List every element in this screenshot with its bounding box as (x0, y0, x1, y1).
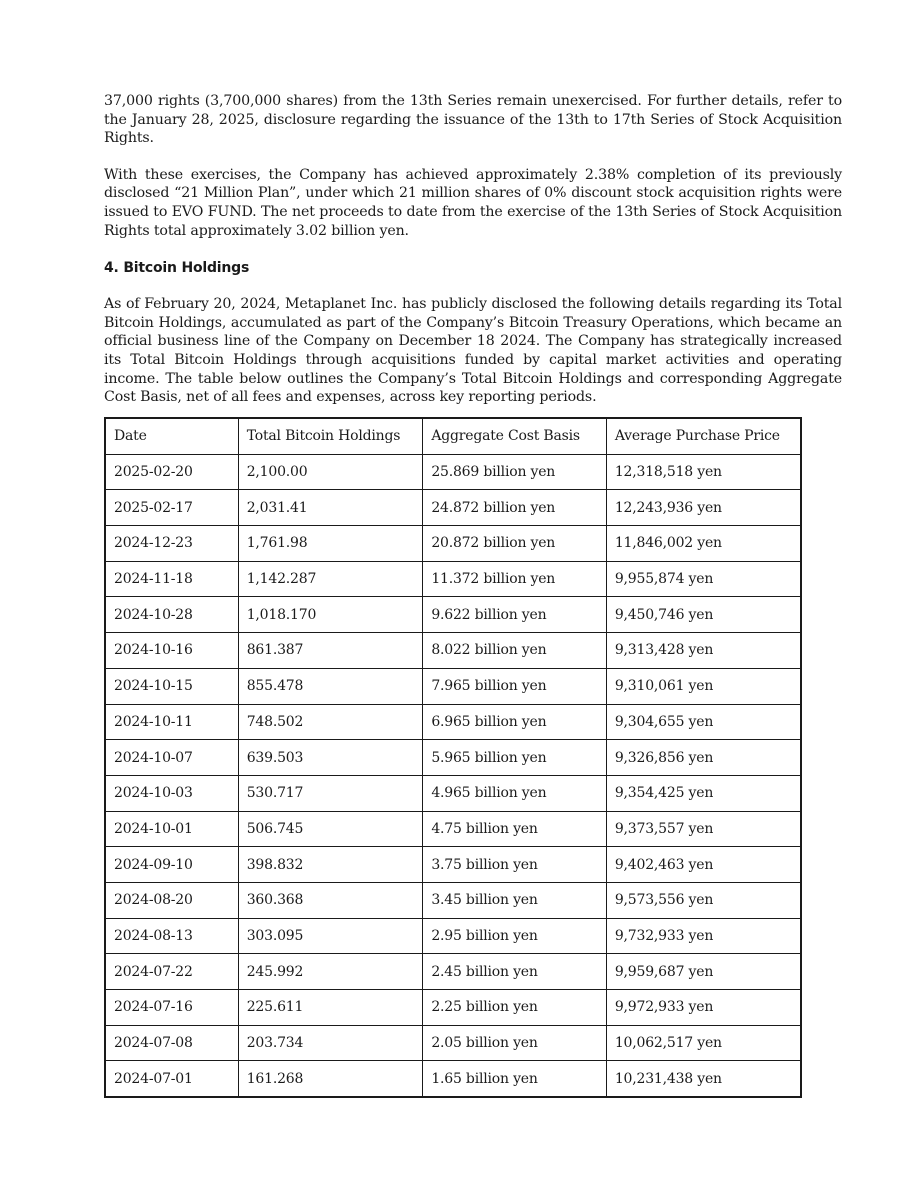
cell-average-purchase-price: 9,573,556 yen (606, 882, 801, 918)
cell-total-bitcoin-holdings: 161.268 (238, 1061, 423, 1097)
cell-aggregate-cost-basis: 20.872 billion yen (423, 526, 607, 562)
table-row (105, 526, 801, 562)
cell-average-purchase-price: 9,972,933 yen (606, 990, 801, 1026)
table-row (105, 918, 801, 954)
cell-average-purchase-price: 9,955,874 yen (606, 561, 801, 597)
table-row (105, 882, 801, 918)
table-row (105, 1061, 801, 1097)
cell-aggregate-cost-basis: 3.45 billion yen (423, 882, 607, 918)
cell-date: 2024-10-07 (105, 740, 238, 776)
cell-date: 2024-08-20 (105, 882, 238, 918)
section-heading: 4. Bitcoin Holdings (104, 260, 250, 277)
cell-date: 2024-09-10 (105, 847, 238, 883)
document-page (104, 92, 842, 407)
cell-aggregate-cost-basis: 6.965 billion yen (423, 704, 607, 740)
table-row (105, 704, 801, 740)
cell-date: 2024-10-28 (105, 597, 238, 633)
cell-date: 2024-10-15 (105, 668, 238, 704)
cell-aggregate-cost-basis: 2.05 billion yen (423, 1025, 607, 1061)
cell-average-purchase-price: 9,310,061 yen (606, 668, 801, 704)
cell-aggregate-cost-basis: 7.965 billion yen (423, 668, 607, 704)
cell-aggregate-cost-basis: 24.872 billion yen (423, 490, 607, 526)
cell-average-purchase-price: 9,373,557 yen (606, 811, 801, 847)
cell-aggregate-cost-basis: 5.965 billion yen (423, 740, 607, 776)
table-header-row (105, 418, 801, 454)
table-row (105, 811, 801, 847)
cell-date: 2024-12-23 (105, 526, 238, 562)
table-row (105, 990, 801, 1026)
table-row (105, 633, 801, 669)
cell-total-bitcoin-holdings: 748.502 (238, 704, 423, 740)
cell-total-bitcoin-holdings: 530.717 (238, 775, 423, 811)
cell-date: 2024-08-13 (105, 918, 238, 954)
cell-aggregate-cost-basis: 2.45 billion yen (423, 954, 607, 990)
cell-average-purchase-price: 9,354,425 yen (606, 775, 801, 811)
cell-date: 2024-07-16 (105, 990, 238, 1026)
header-date: Date (105, 418, 238, 454)
cell-average-purchase-price: 9,313,428 yen (606, 633, 801, 669)
cell-total-bitcoin-holdings: 639.503 (238, 740, 423, 776)
paragraph-unexercised-rights: 37,000 rights (3,700,000 shares) from the 13th Series remain unexercised. For further details, refer to the January 28, 2025, disclosure regarding the issuance of the 13th to 17th Series of Stock Acquisition Rights. (104, 93, 842, 147)
cell-average-purchase-price: 9,732,933 yen (606, 918, 801, 954)
table-row (105, 847, 801, 883)
table-row (105, 1025, 801, 1061)
header-total-bitcoin-holdings: Total Bitcoin Holdings (238, 418, 423, 454)
cell-aggregate-cost-basis: 9.622 billion yen (423, 597, 607, 633)
cell-total-bitcoin-holdings: 1,142.287 (238, 561, 423, 597)
cell-total-bitcoin-holdings: 855.478 (238, 668, 423, 704)
paragraph-21-million-plan: With these exercises, the Company has achieved approximately 2.38% completion of its previously disclosed “21 Million Plan”, under which 21 million shares of 0% discount stock acquisition rights were issued to EVO FUND. The net proceeds to date from the exercise of the 13th Series of Stock Acquisition Rights total approximately 3.02 billion yen. (104, 166, 842, 239)
cell-total-bitcoin-holdings: 861.387 (238, 633, 423, 669)
cell-total-bitcoin-holdings: 1,761.98 (238, 526, 423, 562)
cell-date: 2025-02-20 (105, 454, 238, 490)
bitcoin-holdings-table (104, 417, 802, 1098)
cell-total-bitcoin-holdings: 225.611 (238, 990, 423, 1026)
cell-total-bitcoin-holdings: 360.368 (238, 882, 423, 918)
cell-aggregate-cost-basis: 3.75 billion yen (423, 847, 607, 883)
table-row (105, 454, 801, 490)
cell-total-bitcoin-holdings: 303.095 (238, 918, 423, 954)
cell-date: 2024-10-16 (105, 633, 238, 669)
cell-average-purchase-price: 12,318,518 yen (606, 454, 801, 490)
cell-date: 2025-02-17 (105, 490, 238, 526)
cell-total-bitcoin-holdings: 245.992 (238, 954, 423, 990)
cell-average-purchase-price: 9,959,687 yen (606, 954, 801, 990)
cell-average-purchase-price: 9,304,655 yen (606, 704, 801, 740)
cell-date: 2024-10-11 (105, 704, 238, 740)
cell-average-purchase-price: 10,062,517 yen (606, 1025, 801, 1061)
cell-date: 2024-07-01 (105, 1061, 238, 1097)
cell-aggregate-cost-basis: 8.022 billion yen (423, 633, 607, 669)
cell-total-bitcoin-holdings: 398.832 (238, 847, 423, 883)
cell-aggregate-cost-basis: 2.25 billion yen (423, 990, 607, 1026)
cell-total-bitcoin-holdings: 2,031.41 (238, 490, 423, 526)
table-row (105, 668, 801, 704)
header-aggregate-cost-basis: Aggregate Cost Basis (423, 418, 607, 454)
cell-date: 2024-10-03 (105, 775, 238, 811)
cell-aggregate-cost-basis: 1.65 billion yen (423, 1061, 607, 1097)
cell-total-bitcoin-holdings: 203.734 (238, 1025, 423, 1061)
cell-date: 2024-10-01 (105, 811, 238, 847)
header-average-purchase-price: Average Purchase Price (606, 418, 801, 454)
table-row (105, 740, 801, 776)
cell-average-purchase-price: 10,231,438 yen (606, 1061, 801, 1097)
cell-aggregate-cost-basis: 4.965 billion yen (423, 775, 607, 811)
cell-date: 2024-07-22 (105, 954, 238, 990)
cell-aggregate-cost-basis: 4.75 billion yen (423, 811, 607, 847)
table-row (105, 561, 801, 597)
cell-aggregate-cost-basis: 2.95 billion yen (423, 918, 607, 954)
cell-average-purchase-price: 11,846,002 yen (606, 526, 801, 562)
cell-date: 2024-07-08 (105, 1025, 238, 1061)
cell-average-purchase-price: 9,326,856 yen (606, 740, 801, 776)
cell-total-bitcoin-holdings: 506.745 (238, 811, 423, 847)
cell-average-purchase-price: 12,243,936 yen (606, 490, 801, 526)
table-row (105, 597, 801, 633)
table-row (105, 775, 801, 811)
table-body (105, 454, 801, 1097)
cell-date: 2024-11-18 (105, 561, 238, 597)
cell-average-purchase-price: 9,402,463 yen (606, 847, 801, 883)
cell-aggregate-cost-basis: 11.372 billion yen (423, 561, 607, 597)
paragraph-bitcoin-holdings-intro: As of February 20, 2024, Metaplanet Inc. has publicly disclosed the following details regarding its Total Bitcoin Holdings, accumulated as part of the Company’s Bitcoin Treasury Operations, which became an official business line of the Company on December 18 2024. The Company has strategically increased its Total Bitcoin Holdings through acquisitions funded by capital market activities and operating income. The table below outlines the Company’s Total Bitcoin Holdings and corresponding Aggregate Cost Basis, net of all fees and expenses, across key reporting periods. (104, 296, 842, 406)
cell-total-bitcoin-holdings: 1,018.170 (238, 597, 423, 633)
table-row (105, 490, 801, 526)
table-row (105, 954, 801, 990)
cell-aggregate-cost-basis: 25.869 billion yen (423, 454, 607, 490)
cell-total-bitcoin-holdings: 2,100.00 (238, 454, 423, 490)
cell-average-purchase-price: 9,450,746 yen (606, 597, 801, 633)
